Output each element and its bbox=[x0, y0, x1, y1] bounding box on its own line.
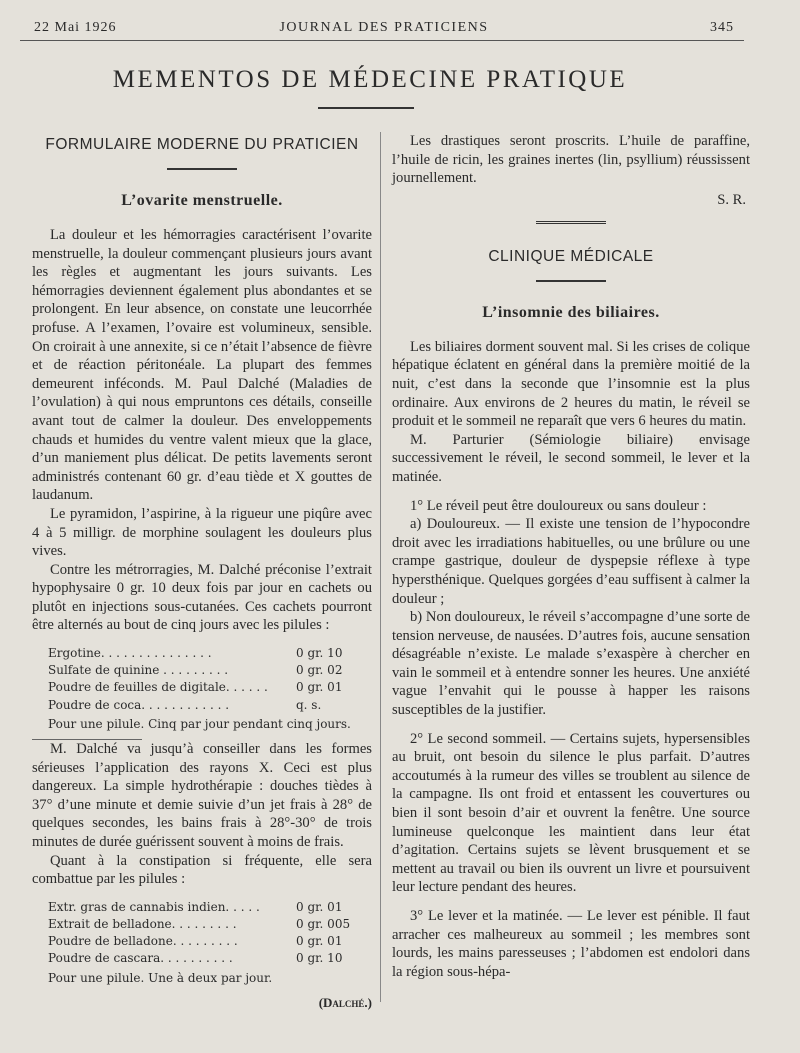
paragraph: Les biliaires dorment souvent mal. Si les crises de colique hépatique éclatent en général dans la première moitié de la nuit, c’est dans la seconde que l’insomnie est la plus ordinaire. Aux environs de 2 heures du matin, le réveil se produit et le sommeil ne reparaît que vers 6 heures du matin. bbox=[392, 338, 750, 430]
section-title-clinique: CLINIQUE MÉDICALE bbox=[488, 247, 654, 265]
double-rule bbox=[536, 221, 606, 226]
section-title-formulaire: FORMULAIRE MODERNE DU PRATICIEN bbox=[45, 136, 359, 153]
section-rule bbox=[167, 168, 237, 170]
author-initials: S. R. bbox=[717, 191, 746, 208]
right-column bbox=[392, 132, 750, 981]
prescription-line: Extr. gras de cannabis indien. . . . . 0 gr. 01 bbox=[48, 899, 343, 914]
column-divider bbox=[380, 132, 381, 1002]
article-title-ovarite: L’ovarite menstruelle. bbox=[121, 192, 283, 209]
prescription-instruction: Pour une pilule. Cinq par jour pendant cinq jours. bbox=[48, 716, 351, 731]
section-rule bbox=[536, 280, 606, 282]
prescription-line: Sulfate de quinine . . . . . . . . . 0 gr. 02 bbox=[48, 663, 343, 678]
header-rule bbox=[20, 40, 744, 41]
paragraph: Le pyramidon, l’aspirine, à la rigueur une piqûre avec 4 à 5 milligr. de morphine soulagent les douleurs plus vives. bbox=[32, 505, 372, 560]
paragraph: M. Parturier (Sémiologie biliaire) envisage successivement le réveil, le second sommeil, le lever et la matinée. bbox=[392, 431, 750, 485]
article-title-insomnie: L’insomnie des biliaires. bbox=[482, 303, 660, 321]
prescription-line: Ergotine. . . . . . . . . . . . . . . 0 gr. 10 bbox=[48, 646, 343, 661]
paragraph: Les drastiques seront proscrits. L’huile de paraffine, l’huile de ricin, les graines inertes (lin, psyllium) réussissent journellement. bbox=[392, 133, 750, 187]
author-signoff: (Dalché.) bbox=[318, 994, 372, 1010]
paragraph: 3° Le lever et la matinée. — Le lever est pénible. Il faut arracher ces malheureux au sommeil ; les membres sont lourds, les mains paresseuses ; l’abdomen est endolori dans la région sous-hépa- bbox=[392, 908, 750, 980]
paragraph: La douleur et les hémorragies caractérisent l’ovarite menstruelle, la douleur commençant plusieurs jours avant les règles et augmentant les jours suivants. Les hémorragies deviennent également plus abondantes et se prolongent. En leur absence, on constate une leucorrhée profuse. A l’examen, l’ovaire est volumineux, sensible. On croirait à une annexite, si ce n’était l’absence de fièvre et de réaction péritonéale. La plupart des femmes demeurent inféconds. M. Paul Dalché (Maladies de l’ovulation) à qui nous empruntons ces détails, conseille avant tout de calmer la douleur. Des enveloppements chauds et humides du ventre valent mieux que la glace, d’un maniement plus délicat. De petits lavements seront administrés contenant 60 gr. d’eau tiède et X gouttes de laudanum. bbox=[32, 227, 372, 504]
prescription-line: Poudre de coca. . . . . . . . . . . . q. s. bbox=[48, 697, 322, 712]
running-head bbox=[34, 20, 734, 38]
prescription-2 bbox=[48, 899, 372, 987]
paragraph: 1° Le réveil peut être douloureux ou sans douleur : bbox=[410, 497, 707, 514]
prescription-line: Poudre de feuilles de digitale. . . . . . 0 gr. 01 bbox=[48, 680, 343, 695]
issue-date: 22 Mai 1926 bbox=[34, 20, 117, 35]
paragraph: Quant à la constipation si fréquente, elle sera combattue par les pilules : bbox=[32, 852, 372, 888]
paragraph: Contre les métrorragies, M. Dalché préconise l’extrait hypophysaire 0 gr. 10 deux fois par jour en cachets ou plutôt en injections sous-cutanées. Ces cachets pourront être alternés au bout de cinq jours avec les pilules : bbox=[32, 561, 372, 634]
paragraph: 2° Le second sommeil. — Certains sujets, hypersensibles au bruit, ont besoin du silence le plus parfait. D’autres accoutumés à la rumeur des villes se troublent au silence de la campagne. Ils ont froid et entassent les couvertures ou bien il sont besoin d’air et ouvrent la fenêtre. Une source lumineuse quelconque les maintient dans leur état d’agitation. Certains sujets se lèvent brusquement et se mettent au travail ou bien ils ouvrent un livre et poursuivent leur lecture pendant des heures. bbox=[392, 730, 750, 896]
prescription-line: Extrait de belladone. . . . . . . . . 0 gr. 005 bbox=[48, 917, 351, 932]
left-column bbox=[32, 132, 372, 1011]
paragraph: a) Douloureux. — Il existe une tension de l’hypocondre droit avec les irradiations habituelles, ou une brûlure ou une crampe gastrique, douleur de dyspepsie réflexe à type hypersthénique. Quelques gorgées d’eau suffisent à calmer la douleur ; bbox=[392, 516, 750, 607]
paragraph: b) Non douloureux, le réveil s’accompagne d’une sorte de tension nerveuse, de nausées. D’autres fois, aucune sensation désagréable n’existe. Le malade s’exaspère à chercher en vain le sommeil et à entendre sonner les heures. Une anxiété vague l’envahit qui le pousse à happer les raisons susceptibles de la justifier. bbox=[392, 609, 750, 719]
paragraph: M. Dalché va jusqu’à conseiller dans les formes sérieuses l’application des rayons X. Ceci est plus dangereux. La simple hydrothérapie : douches tièdes à 37° d’une minute et demie suivie d’un jet frais à 28° de quelques secondes, les bains frais à 28°-30° de trois minutes de durée guérissent souvent à moins de frais. bbox=[32, 741, 372, 851]
prescription-line: Poudre de cascara. . . . . . . . . . 0 gr. 10 bbox=[48, 951, 343, 966]
prescription-instruction: Pour une pilule. Une à deux par jour. bbox=[48, 970, 273, 985]
page-title: MEMENTOS DE MÉDECINE PRATIQUE bbox=[112, 66, 628, 93]
journal-name: JOURNAL DES PRATICIENS bbox=[279, 20, 489, 35]
prescription-line: Poudre de belladone. . . . . . . . . 0 gr. 01 bbox=[48, 934, 343, 949]
page-number: 345 bbox=[710, 20, 734, 35]
prescription-1 bbox=[48, 645, 372, 733]
title-rule bbox=[318, 107, 414, 109]
